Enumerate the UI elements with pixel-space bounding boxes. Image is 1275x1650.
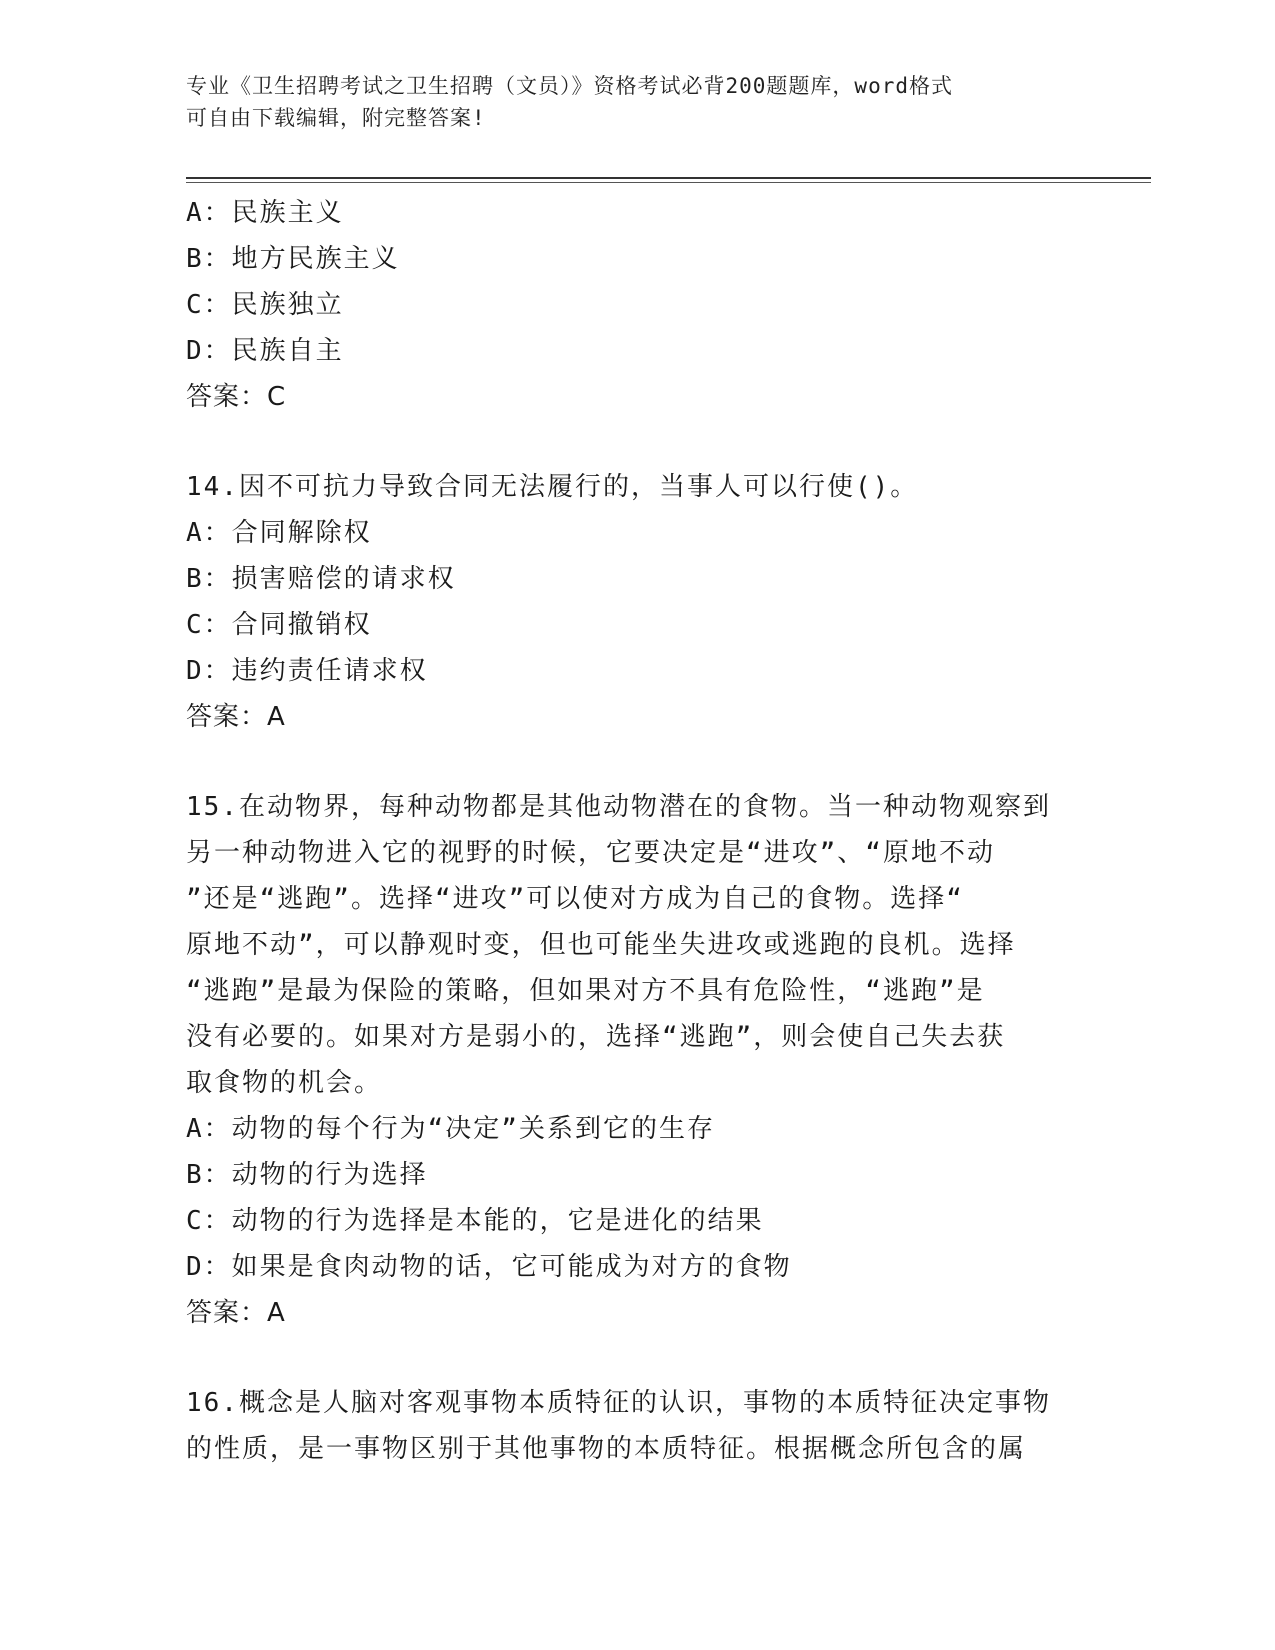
option-b: B：损害赔偿的请求权 <box>186 564 456 594</box>
question-stem-line: 16.概念是人脑对客观事物本质特征的认识，事物的本质特征决定事物 <box>186 1388 1051 1418</box>
option-c: C：动物的行为选择是本能的，它是进化的结果 <box>186 1206 764 1236</box>
option-d: D：如果是食肉动物的话，它可能成为对方的食物 <box>186 1252 792 1282</box>
question-13 <box>186 190 1086 420</box>
question-14 <box>186 464 1086 740</box>
header-divider-thick <box>186 177 1151 179</box>
answer: 答案：C <box>186 382 287 412</box>
question-15 <box>186 784 1086 1336</box>
question-stem-line: ”还是“逃跑”。选择“进攻”可以使对方成为自己的食物。选择“ <box>186 884 964 914</box>
question-stem-line: 的性质，是一事物区别于其他事物的本质特征。根据概念所包含的属 <box>186 1434 1027 1464</box>
question-stem-line: “逃跑”是最为保险的策略，但如果对方不具有危险性，“逃跑”是 <box>186 976 985 1006</box>
option-a: A：民族主义 <box>186 198 344 228</box>
header-title-line-1: 专业《卫生招聘考试之卫生招聘（文员）》资格考试必背200题题库，word格式 <box>186 74 953 98</box>
question-stem-line: 没有必要的。如果对方是弱小的，选择“逃跑”，则会使自己失去获 <box>186 1022 1006 1052</box>
option-d: D：违约责任请求权 <box>186 656 428 686</box>
header-title-line-2: 可自由下载编辑，附完整答案! <box>186 106 486 130</box>
question-stem-line: 另一种动物进入它的视野的时候，它要决定是“进攻”、“原地不动 <box>186 838 995 868</box>
document-header <box>186 70 1066 134</box>
spacer <box>186 740 1086 784</box>
spacer <box>186 1336 1086 1380</box>
question-stem-line: 15.在动物界，每种动物都是其他动物潜在的食物。当一种动物观察到 <box>186 792 1051 822</box>
answer: 答案：A <box>186 702 286 732</box>
option-a: A：合同解除权 <box>186 518 372 548</box>
question-list <box>186 190 1086 1472</box>
option-d: D：民族自主 <box>186 336 344 366</box>
question-stem-line: 14.因不可抗力导致合同无法履行的，当事人可以行使()。 <box>186 472 919 502</box>
option-a: A：动物的每个行为“决定”关系到它的生存 <box>186 1114 715 1144</box>
question-stem-line: 原地不动”，可以静观时变，但也可能坐失进攻或逃跑的良机。选择 <box>186 930 1016 960</box>
question-16 <box>186 1380 1086 1472</box>
option-b: B：动物的行为选择 <box>186 1160 428 1190</box>
question-stem-line: 取食物的机会。 <box>186 1068 383 1098</box>
header-divider-thin <box>186 182 1151 183</box>
option-c: C：民族独立 <box>186 290 344 320</box>
spacer <box>186 420 1086 464</box>
option-b: B：地方民族主义 <box>186 244 400 274</box>
option-c: C：合同撤销权 <box>186 610 372 640</box>
answer: 答案：A <box>186 1298 286 1328</box>
